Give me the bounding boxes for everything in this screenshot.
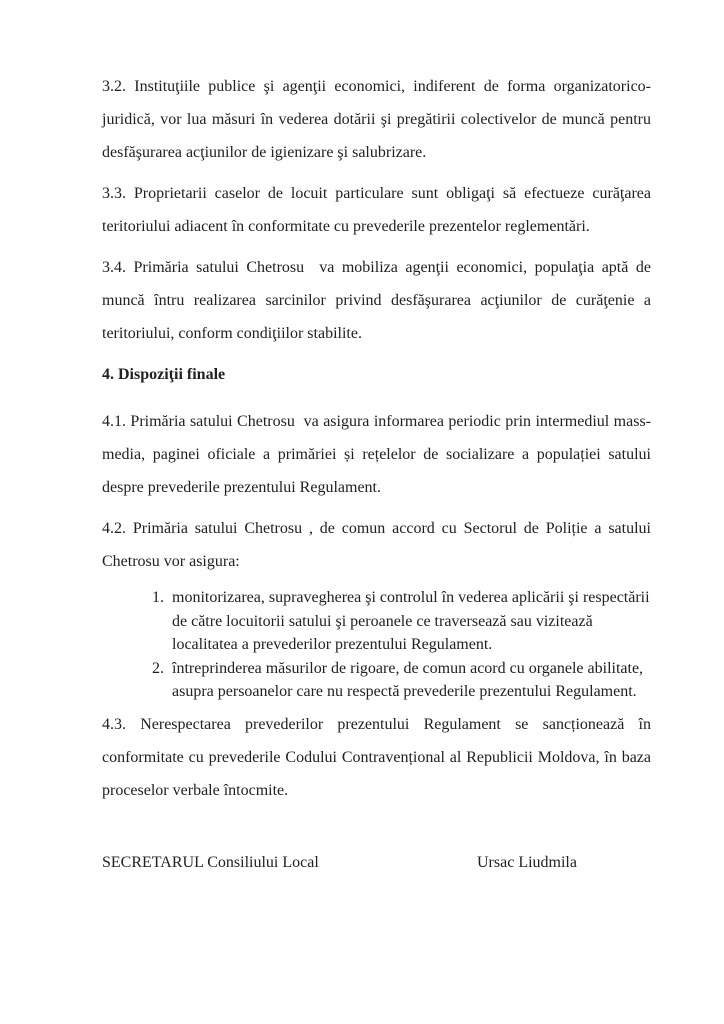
document-content	[102, 70, 659, 879]
signature-name: Ursac Liudmila	[477, 853, 577, 871]
signature-title: SECRETARUL Consiliului Local	[102, 853, 319, 871]
paragraph-3-4: 3.4. Primăria satului Chetrosu va mobiliza agenţii economici, populaţia aptă de muncă întru realizarea sarcinilor privind desfăşurarea acţiunilor de curăţenie a teritoriului, conform condiţiilor stabilite.	[102, 259, 655, 342]
paragraph-3-3: 3.3. Proprietarii caselor de locuit particulare sunt obligaţi să efectueze curăţarea teritoriului adiacent în conformitate cu prevederile prezentelor reglementări.	[102, 185, 655, 235]
signature-row	[102, 846, 651, 879]
paragraph-4-3: 4.3. Nerespectarea prevederilor prezentului Regulament se sancționează în conformitate cu prevederile Codului Contravențional al Republicii Moldova, în baza proceselor verbale întocmite.	[102, 715, 655, 799]
paragraph-4-1: 4.1. Primăria satului Chetrosu va asigura informarea periodic prin intermediul mass- media, paginei oficiale a primăriei și rețelelor de socializare a populației satului despre prevederile prezentului Regulament.	[102, 413, 659, 496]
numbered-sublist	[102, 586, 654, 704]
sublist-item-2: 2. întreprinderea măsurilor de rigoare, de comun acord cu organele abilitate, asupra persoanelor care nu respectă prevederile prezentului Regulament.	[168, 657, 651, 704]
paragraph-4-2: 4.2. Primăria satului Chetrosu , de comun accord cu Sectorul de Poliție a satului Chetrosu vor asigura:	[102, 520, 655, 570]
section-heading-dispozitii-finale: 4. Dispoziţii finale	[102, 366, 226, 383]
sublist-item-1: 1. monitorizarea, supravegherea şi controlul în vederea aplicării şi respectării de către locuitorii satului şi peroanele ce traversează sau vizitează localitatea a prevederilor prezentului Regulament.	[168, 586, 651, 657]
paragraph-3-2: 3.2. Instituţiile publice şi agenţii economici, indiferent de forma organizatorico-juridică, vor lua măsuri în vederea dotării şi pregătirii colectivelor de muncă pentru desfăşurarea acţiunilor de igienizare şi salubrizare.	[102, 78, 655, 161]
